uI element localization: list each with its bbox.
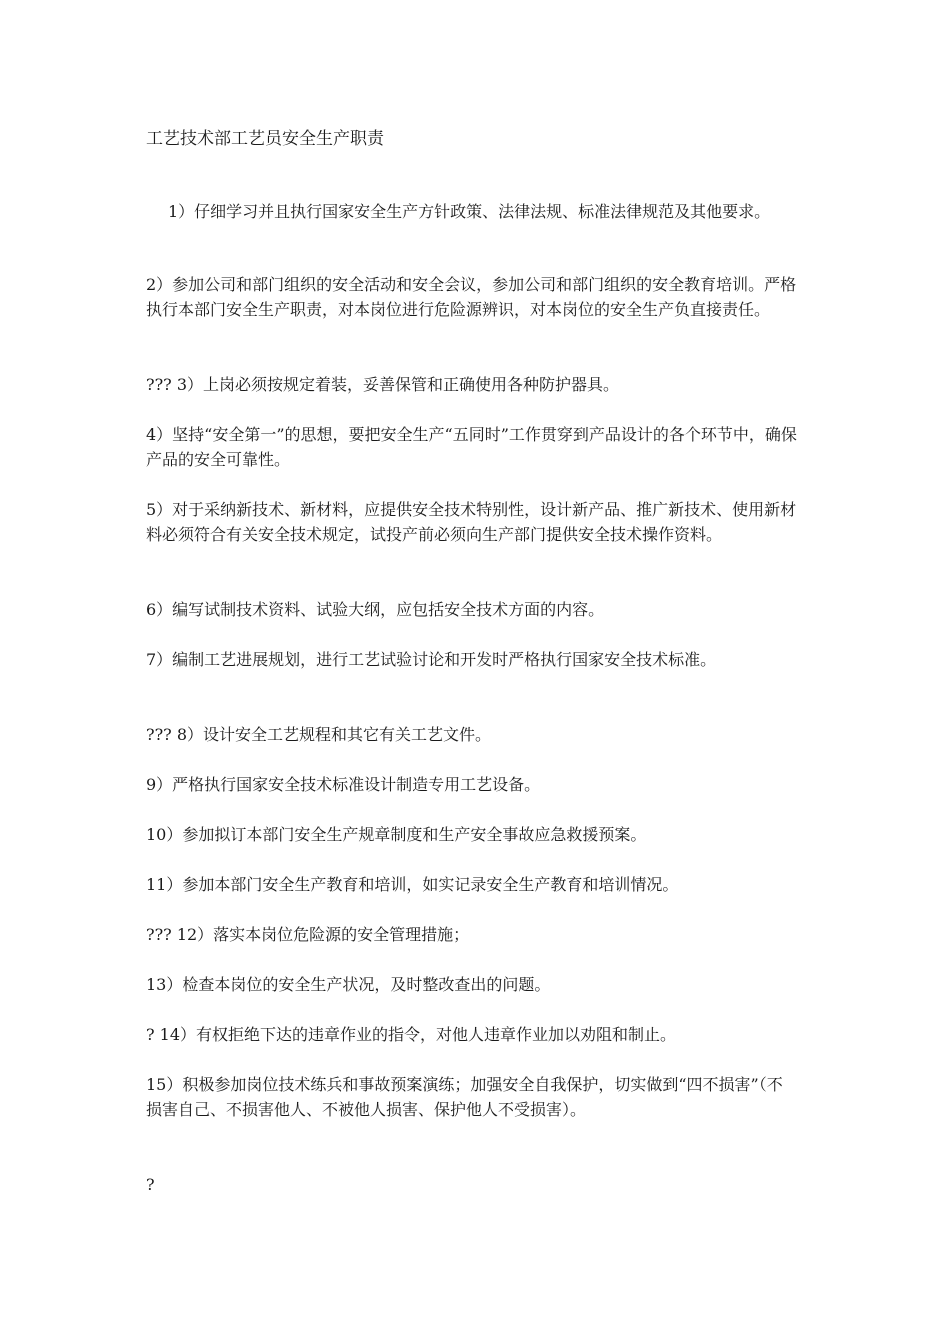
duty-item-4: 4）坚持“安全第一”的思想，要把安全生产“五同时”工作贯穿到产品设计的各个环节中，确保产品的安全可靠性。 [146,425,797,469]
duty-item-9: 9）严格执行国家安全技术标准设计制造专用工艺设备。 [146,775,541,794]
trailing-mark: ? [146,1175,155,1194]
duty-item-14: ? 14）有权拒绝下达的违章作业的指令，对他人违章作业加以劝阻和制止。 [146,1025,677,1044]
duty-item-3: ??? 3）上岗必须按规定着装，妥善保管和正确使用各种防护器具。 [146,375,620,394]
duty-item-12: ??? 12）落实本岗位危险源的安全管理措施； [146,925,470,944]
duty-item-6: 6）编写试制技术资料、试验大纲，应包括安全技术方面的内容。 [146,600,605,619]
duty-item-15: 15）积极参加岗位技术练兵和事故预案演练；加强安全自我保护，切实做到“四不损害”（不损害自己、不损害他人、不被他人损害、保护他人不受损害）。 [146,1075,783,1119]
duty-item-2: 2）参加公司和部门组织的安全活动和安全会议，参加公司和部门组织的安全教育培训。严格执行本部门安全生产职责，对本岗位进行危险源辨识，对本岗位的安全生产负直接责任。 [146,275,797,319]
duty-item-11: 11）参加本部门安全生产教育和培训，如实记录安全生产教育和培训情况。 [146,875,679,894]
document-title: 工艺技术部工艺员安全生产职责 [146,129,384,149]
duty-item-10: 10）参加拟订本部门安全生产规章制度和生产安全事故应急救援预案。 [146,825,647,844]
duty-item-7: 7）编制工艺进展规划，进行工艺试验讨论和开发时严格执行国家安全技术标准。 [146,650,717,669]
duty-item-1: 1）仔细学习并且执行国家安全生产方针政策、法律法规、标准法律规范及其他要求。 [168,202,771,221]
duty-item-8: ??? 8）设计安全工艺规程和其它有关工艺文件。 [146,725,492,744]
duty-item-13: 13）检查本岗位的安全生产状况，及时整改查出的问题。 [146,975,551,994]
duty-item-5: 5）对于采纳新技术、新材料，应提供安全技术特别性，设计新产品、推广新技术、使用新材料必须符合有关安全技术规定，试投产前必须向生产部门提供安全技术操作资料。 [146,500,797,544]
